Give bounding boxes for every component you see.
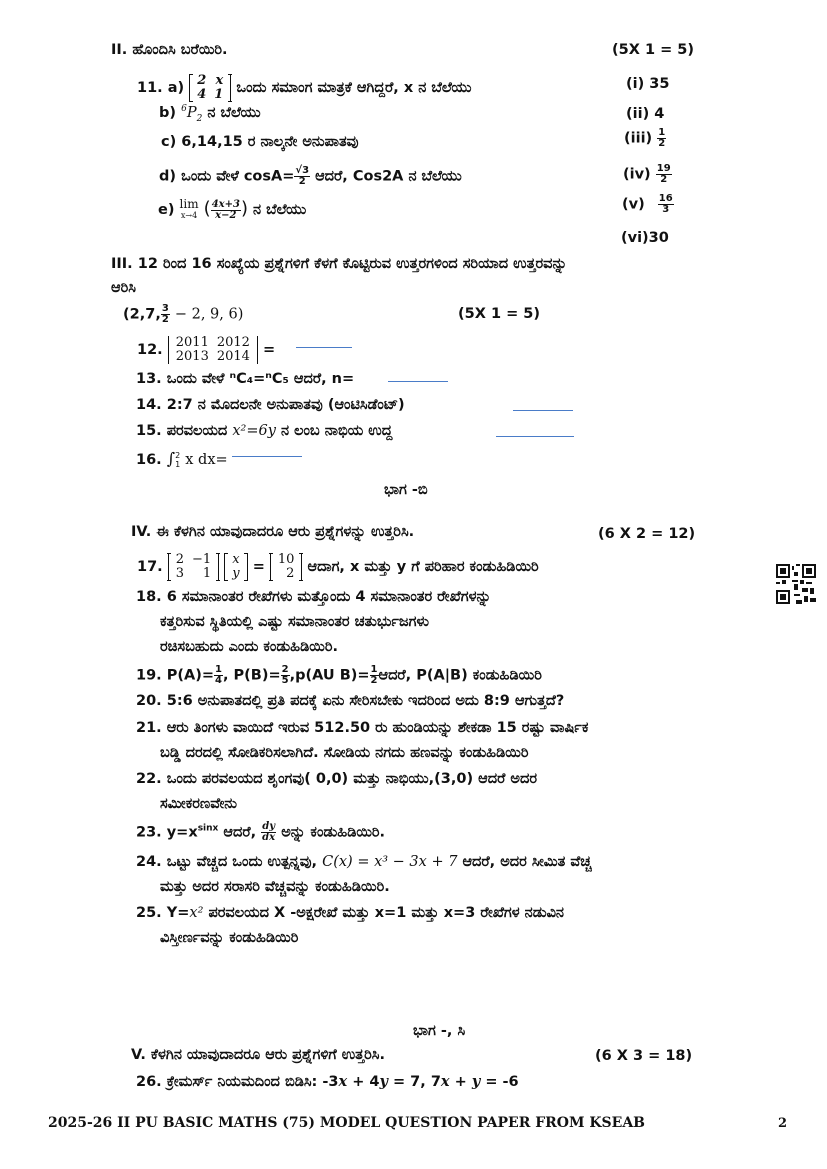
partB-heading: IV. ಈ ಕೆಳಗಿನ ಯಾವುದಾದರೂ ಆರು ಪ್ರಶ್ನೆಗಳನ್ನು ಉತ್ತರಿಸಿ. [131, 524, 415, 540]
q24-line1: 24. ಒಟ್ಟು ವೆಚ್ಚದ ಒಂದು ಉತ್ಪನ್ನವು, C(x) = x³ − 3x + 7 ಆದರೆ, ಅದರ ಸೀಮಿತ ವೆಚ್ಚ [136, 854, 592, 870]
q18-line2: ಕತ್ತರಿಸುವ ಸ್ಥಿತಿಯಲ್ಲಿ ಎಷ್ಟು ಸಮಾನಾಂತರ ಚತುರ್ಭುಜಗಳು [160, 614, 429, 630]
q16-answer-blank[interactable] [232, 456, 302, 457]
section2-heading: II. ಹೊಂದಿಸಿ ಬರೆಯಿರಿ. [111, 42, 228, 58]
option-v: (v) $\frac{16}{3}$ [622, 193, 673, 215]
q12: 12. 2011 2012 2013 2014 = [137, 335, 276, 364]
q11d: d) ಒಂದು ವೇಳೆ cosA= $\frac{√3}{2}$ ಆದರೆ, Cos2A ನ ಬೆಲೆಯು [159, 165, 462, 187]
partB-marks: (6 X 2 = 12) [598, 526, 696, 542]
page-number: 2 [778, 1116, 788, 1131]
q19: 19. P(A)= $\frac{1}{4}$ , P(B)= $\frac{2}{5}$ ,p(AU B)= $\frac{1}{2}$ ಆದರೆ, P(A|B) ಕಂಡುಹಿಡಿಯಿರಿ [136, 664, 542, 686]
q20: 20. 5:6 ಅನುಪಾತದಲ್ಲಿ ಪ್ರತಿ ಪದಕ್ಕೆ ಏನು ಸೇರಿಸಬೇಕು ಇದರಿಂದ ಅದು 8:9 ಆಗುತ್ತದೆ? [136, 693, 565, 709]
partC-title: ಭಾಗ -, ಸಿ [413, 1023, 466, 1039]
q17: 17. 2 −1 3 1 x y = 10 2 ಆದಾಗ, x ಮತ್ತು y ಗೆ ಪರಿಹಾರ ಕಂಡುಹಿಡಿಯಿರಿ [137, 552, 539, 581]
q11a-matrix: 2 x 4 1 [189, 74, 231, 102]
q15: 15. ಪರವಲಯದ x²=6y ನ ಲಂಬ ನಾಭಿಯ ಉದ್ದ [136, 423, 393, 439]
section3-heading: III. 12 ರಿಂದ 16 ಸಂಖ್ಯೆಯ ಪ್ರಶ್ನೆಗಳಿಗೆ ಕೆಳಗೆ ಕೊಟ್ಟಿರುವ ಉತ್ತರಗಳಿಂದ ಸರಿಯಾದ ಉತ್ತರವನ್ನು [111, 256, 568, 272]
q11e: e) lim x→4 ( $\frac{4x+3}{x-2}$ ) ನ ಬೆಲೆಯು [158, 197, 307, 221]
option-iii: (iii) $\frac{1}{2}$ [624, 127, 666, 149]
partC-marks: (6 X 3 = 18) [595, 1048, 693, 1064]
q24-line2: ಮತ್ತು ಅದರ ಸರಾಸರಿ ವೆಚ್ಚವನ್ನು ಕಂಡುಹಿಡಿಯಿರಿ. [160, 879, 390, 895]
q14: 14. 2:7 ನ ಮೊದಲನೇ ಅನುಪಾತವು (ಆಂಟಿಸಿಡೆಂಟ್) [136, 397, 405, 413]
q21-line2: ಬಡ್ಡಿ ದರದಲ್ಲಿ ಸೋಡಿಕರಿಸಲಾಗಿದೆ. ಸೋಡಿಯ ನಗದು ಹಣವನ್ನು ಕಂಡುಹಿಡಿಯಿರಿ [160, 745, 529, 761]
section2-marks: (5X 1 = 5) [612, 42, 694, 58]
q13: 13. ಒಂದು ವೇಳೆ ⁿC₄=ⁿC₅ ಆದರೆ, n= [136, 371, 355, 387]
q17-matrix-a: 2 −1 3 1 [168, 553, 219, 581]
q11b: b) $^6P_2$ ನ ಬೆಲೆಯು [159, 104, 261, 124]
q11c: c) 6,14,15 ರ ನಾಲ್ಕನೇ ಅನುಪಾತವು [161, 134, 359, 150]
q22-line1: 22. ಒಂದು ಪರವಲಯದ ಶೃಂಗವು( 0,0) ಮತ್ತು ನಾಭಿಯು,(3,0) ಆದರೆ ಅದರ [136, 771, 537, 787]
q11a: 11. a) 2 x 4 1 ಒಂದು ಸಮಾಂಗ ಮಾತ್ರಕೆ ಆಗಿದ್ದರೆ, x ನ ಬೆಲೆಯು [137, 73, 472, 102]
qr-code-icon [776, 564, 816, 604]
q26: 26. ಕ್ರೇಮರ್ಸ್ ನಿಯಮದಿಂದ ಬಿಡಿಸಿ: -3x + 4y = 7, 7x + y = -6 [136, 1073, 519, 1090]
q14-answer-blank[interactable] [513, 410, 573, 411]
q12-answer-blank[interactable] [296, 347, 352, 348]
option-ii: (ii) 4 [626, 106, 665, 122]
section3-heading-2: ಆರಿಸಿ [111, 280, 136, 296]
partC-heading: V. ಕೆಳಗಿನ ಯಾವುದಾದರೂ ಆರು ಪ್ರಶ್ನೆಗಳಿಗೆ ಉತ್ತರಿಸಿ. [131, 1047, 385, 1063]
partB-title: ಭಾಗ -ಬಿ [384, 482, 428, 498]
q13-answer-blank[interactable] [388, 381, 448, 382]
footer-text: 2025-26 II PU BASIC MATHS (75) MODEL QUESTION PAPER FROM KSEAB [48, 1115, 646, 1131]
option-vi: (vi)30 [621, 230, 669, 246]
q15-answer-blank[interactable] [496, 436, 574, 437]
q18-line1: 18. 6 ಸಮಾನಾಂತರ ರೇಖೆಗಳು ಮತ್ತೊಂದು 4 ಸಮಾನಾಂತರ ರೇಖೆಗಳನ್ನು [136, 589, 492, 605]
q23: 23. $y=x^{sinx}$ ಆದರೆ, $\frac{dy}{dx}$ ಅನ್ನು ಕಂಡುಹಿಡಿಯಿರಿ. [136, 821, 386, 843]
q18-line3: ರಚಿಸಬಹುದು ಎಂದು ಕಂಡುಹಿಡಿಯಿರಿ. [160, 639, 339, 655]
q25-line2: ವಿಸ್ತೀರ್ಣವನ್ನು ಕಂಡುಹಿಡಿಯಿರಿ [160, 930, 299, 946]
q22-line2: ಸಮೀಕರಣವೇನು [160, 796, 237, 812]
q21-line1: 21. ಆರು ತಿಂಗಳು ವಾಯಿದೆ ಇರುವ 512.50 ರು ಹುಂಡಿಯನ್ನು ಶೇಕಡಾ 15 ರಷ್ಟು ವಾರ್ಷಿಕ [136, 720, 589, 736]
q17-matrix-xy: x y [224, 553, 247, 581]
q16: 16. ∫ 2 1 x dx= [136, 449, 228, 469]
option-iv: (iv) $\frac{19}{2}$ [623, 163, 671, 185]
q12-determinant: 2011 2012 2013 2014 [168, 336, 258, 364]
q17-matrix-result: 10 2 [270, 553, 303, 581]
section3-options: (2,7, $\frac{3}{2}$ − 2, 9, 6) [123, 303, 244, 325]
section3-marks: (5X 1 = 5) [458, 306, 540, 322]
option-i: (i) 35 [626, 76, 670, 92]
q25-line1: 25. Y=x² ಪರವಲಯದ X -ಅಕ್ಷರೇಖೆ ಮತ್ತು x=1 ಮತ್ತು x=3 ರೇಖೆಗಳ ನಡುವಿನ [136, 905, 564, 921]
